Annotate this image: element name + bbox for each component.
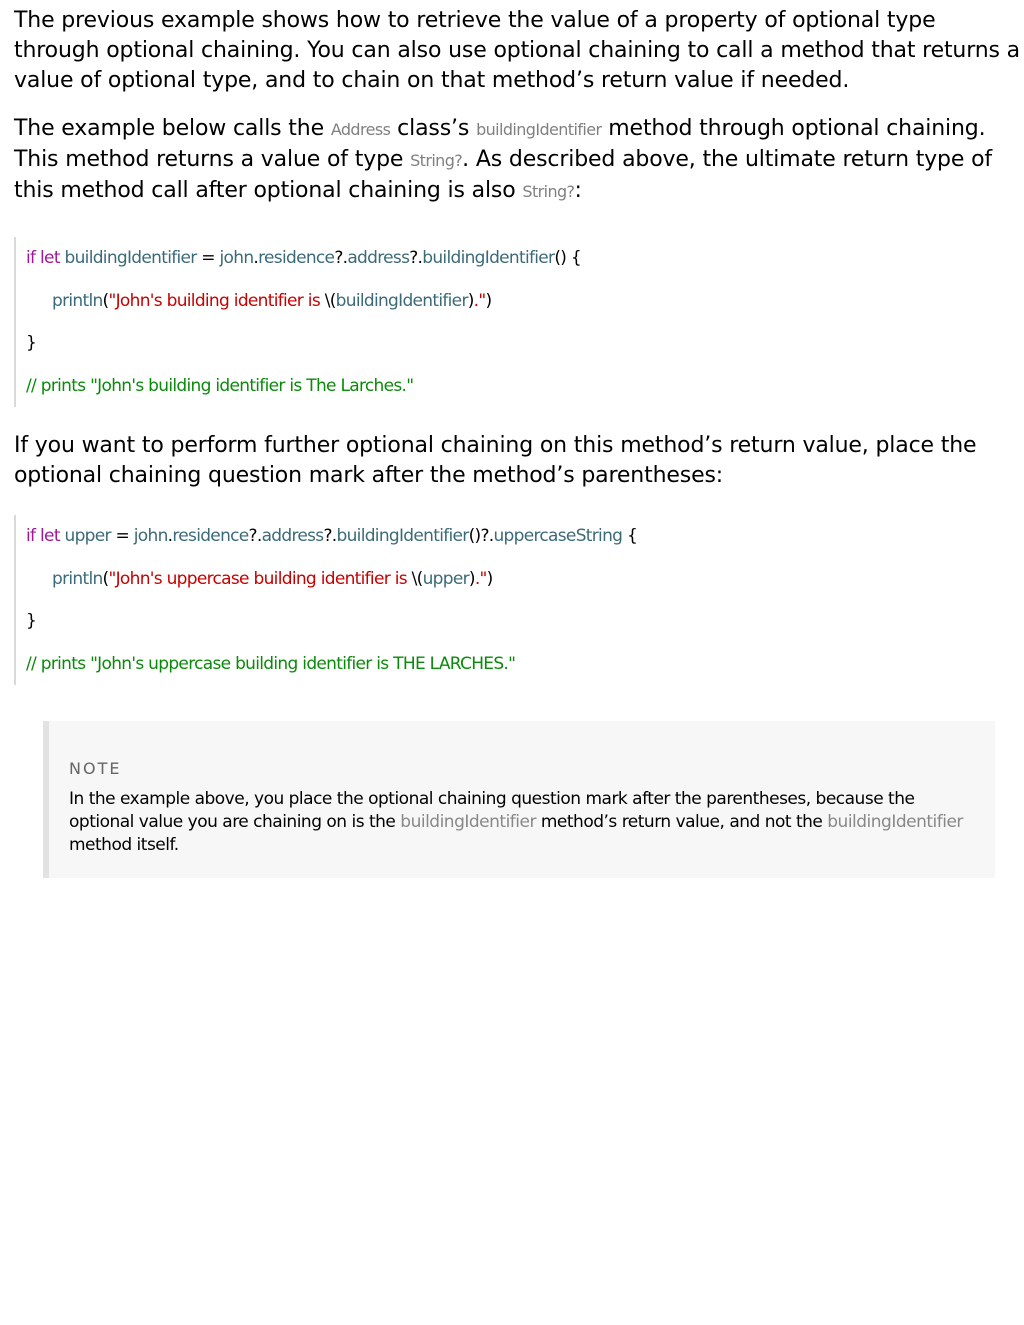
- code-punctuation: ): [486, 568, 493, 589]
- code-punctuation: () {: [554, 248, 582, 268]
- code-identifier: uppercaseString: [493, 526, 623, 546]
- code-block-building-identifier: [14, 237, 1024, 407]
- code-identifier: upper: [64, 526, 111, 546]
- code-line: }: [26, 611, 37, 631]
- inline-code-building-identifier: buildingIdentifier: [827, 812, 963, 832]
- code-punctuation: ): [468, 568, 475, 589]
- text-fragment: . As described above, the ultimate return type of this method call after optional chaining is also: [14, 147, 992, 203]
- keyword-let: let: [40, 526, 60, 546]
- code-punctuation: ?.: [334, 248, 348, 268]
- code-comment: // prints "John's building identifier is The Larches.": [26, 375, 414, 396]
- text-fragment: method itself.: [69, 835, 179, 855]
- code-line: [26, 515, 1024, 558]
- code-punctuation: \(: [324, 290, 336, 311]
- inline-code-string-optional: String?: [410, 151, 463, 170]
- code-string: .": [473, 290, 486, 311]
- note-body: [69, 788, 971, 857]
- code-identifier: john: [219, 248, 254, 268]
- note-box: [43, 721, 995, 878]
- code-punctuation: (: [102, 290, 109, 311]
- code-operator: =: [110, 526, 134, 546]
- code-identifier: buildingIdentifier: [64, 248, 197, 268]
- code-identifier: buildingIdentifier: [336, 526, 469, 546]
- code-line: [26, 558, 1024, 601]
- inline-code-building-identifier: buildingIdentifier: [400, 812, 536, 832]
- paragraph-optional-chaining-methods: The previous example shows how to retrieve the value of a property of optional type through optional chaining. You can also use optional chaining to call a method that returns a value of optional type, and to chain on that method’s return value if needed.: [14, 8, 1021, 93]
- code-identifier: buildingIdentifier: [422, 248, 555, 268]
- code-operator: =: [196, 248, 220, 268]
- code-punctuation: ?.: [323, 526, 337, 546]
- code-identifier: residence: [258, 248, 335, 268]
- code-comment: // prints "John's uppercase building identifier is THE LARCHES.": [26, 653, 516, 674]
- code-identifier: residence: [172, 526, 249, 546]
- code-function: println: [52, 290, 103, 311]
- code-string: .": [474, 568, 487, 589]
- code-punctuation: ?.: [248, 526, 262, 546]
- code-block-uppercase: [14, 515, 1024, 685]
- code-identifier: buildingIdentifier: [335, 290, 468, 311]
- code-string: "John's uppercase building identifier is: [108, 568, 412, 589]
- paragraph-further-chaining: If you want to perform further optional chaining on this method’s return value, place the optional chaining question mark after the method’s parentheses:: [14, 433, 977, 488]
- code-punctuation: .: [167, 526, 173, 546]
- keyword-if: if: [26, 526, 36, 546]
- code-punctuation: ): [485, 290, 492, 311]
- text-fragment: The example below calls the: [14, 116, 331, 141]
- code-punctuation: ): [467, 290, 474, 311]
- inline-code-building-identifier: buildingIdentifier: [476, 120, 602, 139]
- text-fragment: method through optional chaining. This method returns a value of type: [14, 116, 986, 172]
- code-identifier: upper: [422, 568, 469, 589]
- text-fragment: :: [574, 178, 582, 203]
- inline-code-address: Address: [330, 120, 391, 139]
- text-fragment: In the example above, you place the optional chaining question mark after the parentheses, because the optional value you are chaining on is the: [69, 789, 915, 832]
- code-punctuation: {: [622, 526, 638, 546]
- paragraph-building-identifier-example: [14, 114, 1024, 207]
- code-line: }: [26, 333, 37, 353]
- inline-code-string-optional: String?: [522, 182, 575, 201]
- document-content: [14, 6, 1024, 685]
- code-function: println: [52, 568, 103, 589]
- text-fragment: method’s return value, and not the: [535, 812, 828, 832]
- keyword-if: if: [26, 248, 36, 268]
- code-identifier: address: [347, 248, 410, 268]
- code-line: [26, 237, 1024, 280]
- keyword-let: let: [40, 248, 60, 268]
- code-punctuation: (: [102, 568, 109, 589]
- code-identifier: address: [261, 526, 324, 546]
- code-punctuation: \(: [411, 568, 423, 589]
- code-identifier: john: [133, 526, 168, 546]
- code-line: [26, 280, 1024, 323]
- note-title: NOTE: [69, 759, 122, 778]
- code-punctuation: ()?.: [468, 526, 494, 546]
- code-punctuation: ?.: [409, 248, 423, 268]
- code-punctuation: .: [253, 248, 259, 268]
- code-string: "John's building identifier is: [108, 290, 325, 311]
- text-fragment: class’s: [390, 116, 477, 141]
